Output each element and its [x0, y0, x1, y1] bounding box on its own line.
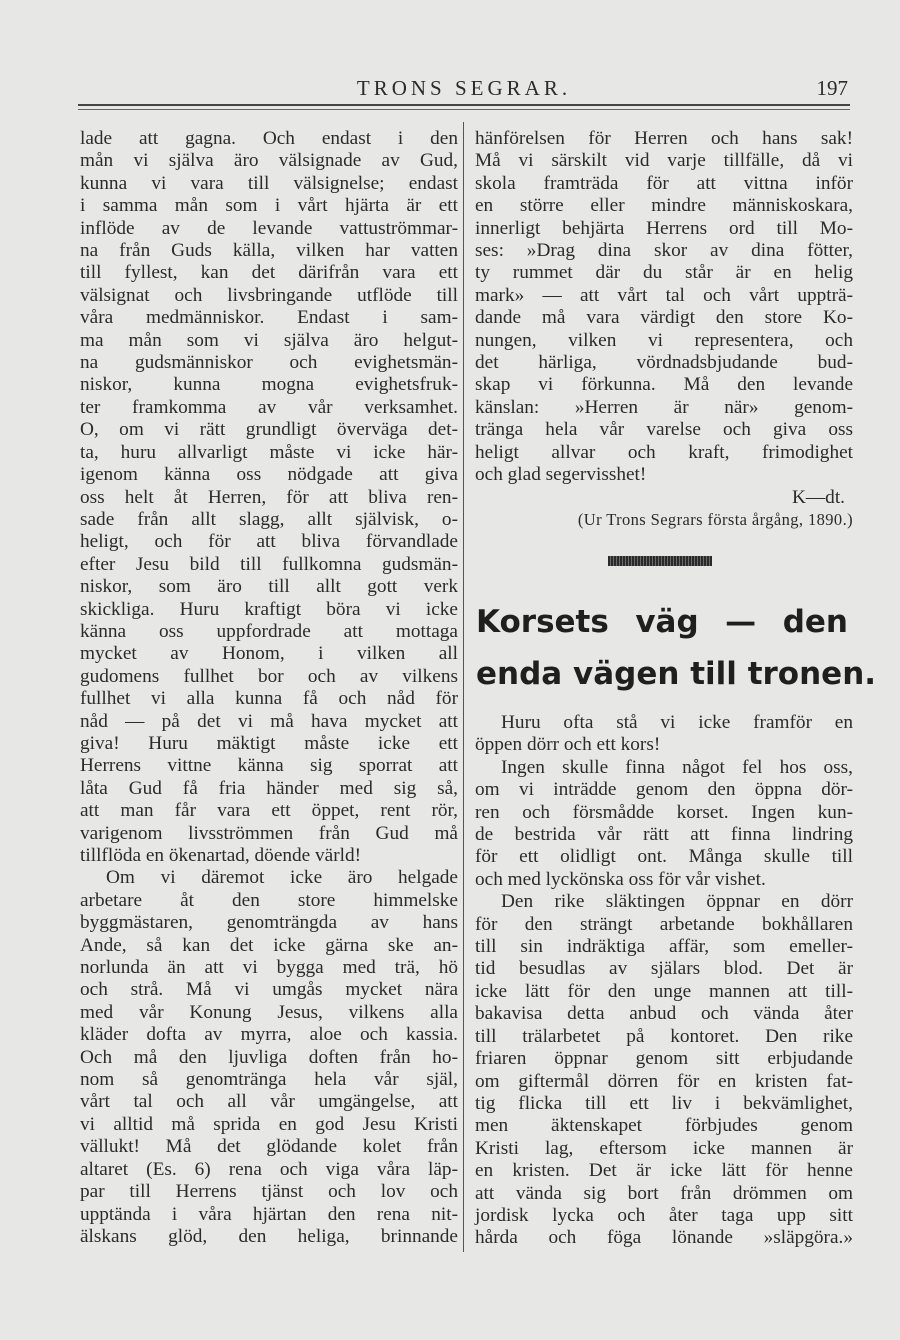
text-line: mark» — att vårt tal och vårt uppträ-	[475, 284, 853, 306]
text-line: arbetare åt den store himmelske	[80, 889, 458, 911]
text-line: ter framkomma av vår verksamhet.	[80, 396, 458, 418]
text-line: för den strängt arbetande bokhållaren	[475, 913, 853, 935]
text-line: jordisk lycka och åter taga upp sitt	[475, 1204, 853, 1226]
text-line: Må vi särskilt vid varje tillfälle, då vi	[475, 150, 853, 172]
text-line: O, om vi rätt grundligt överväga det-	[80, 419, 458, 441]
text-line: niskor, kunna mogna evighetsfruk-	[80, 374, 458, 396]
text-line: ma mån som vi själva äro helgut-	[80, 329, 458, 351]
text-line: en större eller mindre människoskara,	[475, 195, 853, 217]
source-note: (Ur Trons Segrars första årgång, 1890.)	[577, 509, 853, 529]
text-line: Om vi däremot icke äro helgade	[106, 867, 458, 889]
text-line: niskor, som äro till allt gott verk	[80, 576, 458, 598]
text-line: inflöde av de levande vattuströmmar-	[80, 217, 458, 239]
text-line: heligt, och för att bliva förvandlade	[80, 531, 458, 553]
page-header	[78, 76, 850, 102]
text-line: Ande, så kan det icke gärna ske an-	[80, 934, 458, 956]
text-line: innerligt behjärta Herrens ord till Mo-	[475, 217, 853, 239]
text-line: att man får vara ett öppet, rent rör,	[80, 800, 458, 822]
header-rule	[78, 104, 850, 106]
text-line: tränga hela vår varelse och giva oss	[475, 419, 853, 441]
text-line: till fyllest, kan det därifrån vara ett	[80, 262, 458, 284]
text-line: icke lätt för den unge mannen att till-	[475, 980, 853, 1002]
text-line: kunna vi vara till välsignelse; endast	[80, 172, 458, 194]
text-line: med vår Konung Jesus, vilkens alla	[80, 1001, 458, 1023]
page-number: 197	[816, 76, 848, 100]
text-line: älskans glöd, den heliga, brinnande	[80, 1225, 458, 1247]
text-line: lade att gagna. Och endast i den	[80, 128, 458, 149]
text-line: skola framträda för att vittna inför	[475, 172, 853, 194]
text-line: Och må den ljuvliga doften från ho-	[80, 1046, 458, 1068]
text-line: byggmästaren, genomträngda av hans	[80, 912, 458, 934]
text-line: oss helt åt Herren, för att bliva ren-	[80, 486, 458, 508]
text-line: till sin indräktiga affär, som emeller-	[475, 936, 853, 958]
text-line: Kristi lag, eftersom icke mannen är	[475, 1137, 853, 1159]
article-heading-line-1: Korsets väg — den	[476, 604, 848, 640]
text-line: det härliga, vördnadsbjudande bud-	[475, 352, 853, 374]
text-line: i samma mån som i vårt hjärta är ett	[80, 195, 458, 217]
text-line: men äktenskapet förbjudes genom	[475, 1115, 853, 1137]
column-divider	[463, 122, 464, 1252]
text-line: nungen, vilken vi representera, och	[475, 329, 853, 351]
text-line: giva! Huru mäktigt måste icke ett	[80, 732, 458, 754]
text-line: och strå. Må vi umgås mycket nära	[80, 979, 458, 1001]
text-line: hårda och föga lönande »släpgöra.»	[475, 1227, 853, 1249]
text-line: heligt allvar och kraft, frimodighet	[475, 441, 853, 463]
text-line: öppen dörr och ett kors!	[475, 734, 661, 756]
text-line: och med lyckönska oss för vår vishet.	[475, 868, 766, 890]
text-line: par till Herrens tjänst och lov och	[80, 1181, 458, 1203]
text-line: tillflöda en ökenartad, döende värld!	[80, 845, 362, 866]
left-column	[80, 128, 458, 1248]
text-line: mycket av Honom, i vilken all	[80, 643, 458, 665]
text-line: välsignat och livsbringande utflöde till	[80, 284, 458, 306]
right-column-top	[475, 128, 853, 531]
text-line: att vända sig bort från drömmen om	[475, 1182, 853, 1204]
text-line: hänförelsen för Herren och hans sak!	[475, 128, 853, 149]
text-line: altaret (Es. 6) rena och viga våra läp-	[80, 1158, 458, 1180]
section-ornament	[608, 556, 712, 566]
text-line: ty rummet där du står är en helig	[475, 262, 853, 284]
signature: K—dt.	[791, 486, 845, 508]
text-line: känslan: »Herren är när» genom-	[475, 396, 853, 418]
text-line: bakavisa detta anbud och vända åter	[475, 1003, 853, 1025]
text-line: ta, huru allvarligt måste vi icke här-	[80, 441, 458, 463]
text-line: Huru ofta stå vi icke framför en	[501, 712, 853, 733]
text-line: och glad segervisshet!	[475, 464, 647, 486]
text-line: Den rike släktingen öppnar en dörr	[501, 891, 853, 913]
text-line: tig flicka till ett liv i bekvämlighet,	[475, 1092, 853, 1114]
text-line: kläder dofta av myrra, aloe och kassia.	[80, 1024, 458, 1046]
text-line: en kristen. Det är icke lätt för henne	[475, 1160, 853, 1182]
text-line: om vi inträdde genom den öppna dör-	[475, 779, 853, 801]
text-line: vi alltid må sprida en god Jesu Kristi	[80, 1113, 458, 1135]
article-body	[475, 712, 853, 1250]
text-line: Ingen skulle finna något fel hos oss,	[501, 756, 853, 778]
text-line: de bestrida vår rätt att finna lindring	[475, 824, 853, 846]
text-line: fullhet vi alla kunna få och nåd för	[80, 688, 458, 710]
text-line: låta Gud få fria händer med sig så,	[80, 777, 458, 799]
text-line: sade från allt slagg, allt självisk, o-	[80, 508, 458, 530]
text-line: norlunda än att vi bygga med trä, hö	[80, 957, 458, 979]
text-line: vårt tal och all vår umgängelse, att	[80, 1091, 458, 1113]
text-line: skap vi förkunna. Må den levande	[475, 374, 853, 396]
text-line: skickliga. Huru kraftigt böra vi icke	[80, 598, 458, 620]
text-line: känna oss uppfordrade att mottaga	[80, 620, 458, 642]
text-line: ses: »Drag dina skor av dina fötter,	[475, 240, 853, 262]
text-line: ren och försmådde korset. Ingen kun-	[475, 801, 853, 823]
text-line: igenom känna oss nödgade att giva	[80, 464, 458, 486]
article-heading-line-2: enda vägen till tronen.	[476, 656, 877, 692]
text-line: varigenom livsströmmen från Gud må	[80, 822, 458, 844]
text-line: upptända i våra hjärtan den rena nit-	[80, 1203, 458, 1225]
text-line: om giftermål dörren för en kristen fat-	[475, 1070, 853, 1092]
text-line: na gudsmänniskor och evighetsmän-	[80, 352, 458, 374]
text-line: till trälarbetet på kontoret. Den rike	[475, 1025, 853, 1047]
text-line: gudomens fullhet bor och av vilkens	[80, 665, 458, 687]
running-title: TRONS SEGRAR.	[356, 76, 572, 100]
text-line: nom så genomtränga hela vår själ,	[80, 1069, 458, 1091]
text-line: dande må vara värdigt den store Ko-	[475, 307, 853, 329]
text-line: tid besudlas av själars blod. Det är	[475, 958, 853, 980]
text-line: nåd — på det vi må hava mycket att	[80, 710, 458, 732]
text-line: våra medmänniskor. Endast i sam-	[80, 307, 458, 329]
text-line: mån vi själva äro välsignade av Gud,	[80, 150, 458, 172]
text-line: vällukt! Må det glödande kolet från	[80, 1136, 458, 1158]
text-line: friaren öppnar genom sitt erbjudande	[475, 1048, 853, 1070]
text-line: efter Jesu bild till fullkomna gudsmän-	[80, 553, 458, 575]
text-line: Herrens vittne känna sig sporrat att	[80, 755, 458, 777]
header-rule-thin	[78, 109, 850, 110]
text-line: na från Guds källa, vilken har vatten	[80, 240, 458, 262]
text-line: för ett olidligt ont. Många skulle till	[475, 846, 853, 868]
